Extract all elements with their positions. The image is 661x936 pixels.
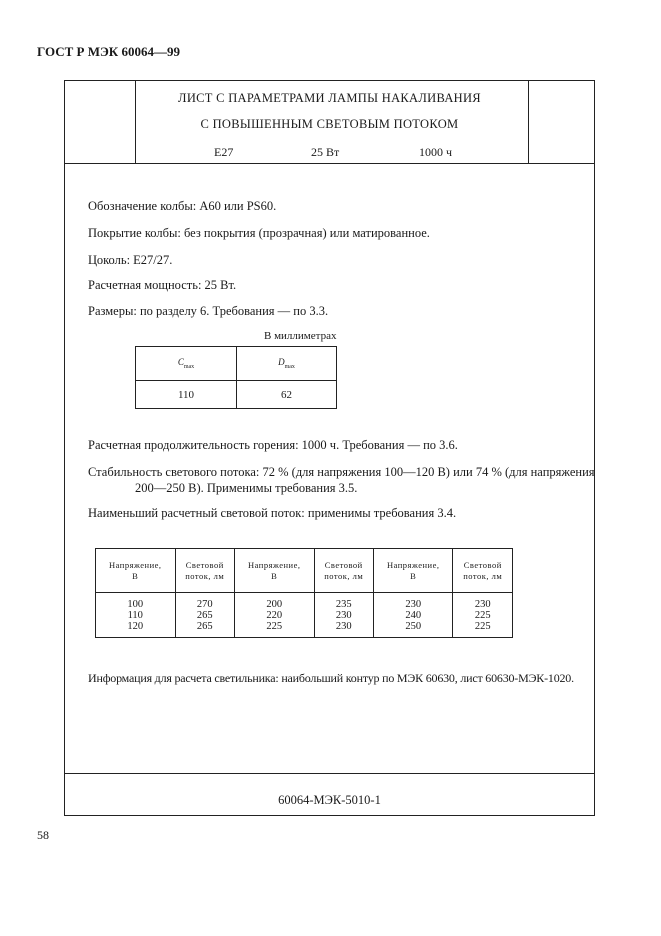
min-flux-text: Наименьший расчетный световой поток: применимы требования 3.4. xyxy=(88,506,457,520)
bulb-designation: Обозначение колбы: A60 или PS60. xyxy=(88,199,277,213)
sheet-title-line2: С ПОВЫШЕННЫМ СВЕТОВЫМ ПОТОКОМ xyxy=(200,117,459,131)
stability-line2: 200—250 В). Применимы требования 3.5. xyxy=(135,481,358,495)
page-number: 58 xyxy=(37,828,49,842)
header-voltage-3: Напряжение, В xyxy=(373,549,453,593)
voltage-col-3: 230 240 250 xyxy=(373,593,453,638)
table-row xyxy=(136,381,337,409)
flux-col-1: 270 265 265 xyxy=(175,593,234,638)
header-flux-2: Световой поток, лм xyxy=(314,549,373,593)
table-row xyxy=(96,593,513,638)
header-voltage-2: Напряжение, В xyxy=(234,549,314,593)
table-row xyxy=(96,549,513,593)
stability-line1: Стабильность светового потока: 72 % (для напряжения 100—120 В) или 74 % (для напряжения xyxy=(88,465,595,479)
header-c-max: $C_{max}$ xyxy=(136,347,237,381)
header-voltage-1: Напряжение, В xyxy=(96,549,176,593)
voltage-col-1: 100 110 120 xyxy=(96,593,176,638)
cap-type: E27 xyxy=(214,145,234,159)
header-flux-1: Световой поток, лм xyxy=(175,549,234,593)
luminaire-info: Информация для расчета светильника: наибольший контур по МЭК 60630, лист 60630-МЭК-1020. xyxy=(88,671,574,685)
flux-col-2: 235 230 230 xyxy=(314,593,373,638)
dimensions-text: Размеры: по разделу 6. Требования — по 3.3. xyxy=(88,304,329,318)
header-bottom-rule xyxy=(65,163,594,164)
cap-designation: Цоколь: E27/27. xyxy=(88,253,173,267)
c-max-value: 110 xyxy=(136,381,237,409)
dimensions-table xyxy=(135,346,337,409)
life-text: Расчетная продолжительность горения: 1000 ч. Требования — по 3.6. xyxy=(88,438,458,452)
flux-table xyxy=(95,548,513,638)
table-row xyxy=(136,347,337,381)
rated-life: 1000 ч xyxy=(419,145,453,159)
sheet-frame xyxy=(64,80,595,816)
bulb-coating: Покрытие колбы: без покрытия (прозрачная) или матированное. xyxy=(88,226,430,240)
flux-col-3: 230 225 225 xyxy=(453,593,513,638)
units-note: В миллиметрах xyxy=(264,330,337,342)
standard-designation: ГОСТ Р МЭК 60064—99 xyxy=(37,44,180,59)
sheet-title-line1: ЛИСТ С ПАРАМЕТРАМИ ЛАМПЫ НАКАЛИВАНИЯ xyxy=(178,91,481,105)
d-max-value: 62 xyxy=(237,381,337,409)
voltage-col-2: 200 220 225 xyxy=(234,593,314,638)
sheet-code: 60064-МЭК-5010-1 xyxy=(278,793,381,807)
header-d-max: $D_{max}$ xyxy=(237,347,337,381)
header-flux-3: Световой поток, лм xyxy=(453,549,513,593)
footer-top-rule xyxy=(65,773,594,774)
rated-power: 25 Вт xyxy=(311,145,340,159)
rated-power-text: Расчетная мощность: 25 Вт. xyxy=(88,278,237,292)
